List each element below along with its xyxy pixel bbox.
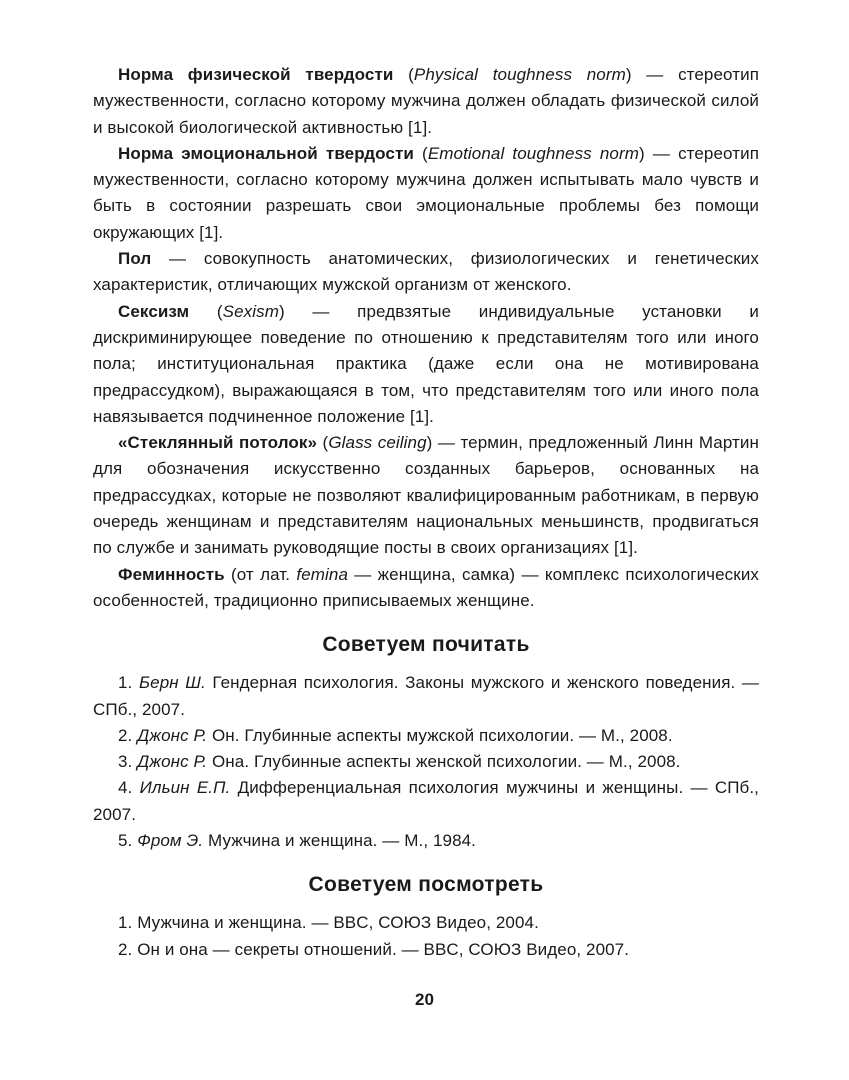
text-segment: Пол <box>118 249 152 269</box>
text-segment: ) — предвзятые индивидуальные установки и дискриминирующее поведение по отношению к представителям того или иного пола; институциональная практика (даже если она не мотивирована предрассудком), выражающаяся в том, что представителям того или иного пола навязывается подчиненное положение [1]. <box>93 301 759 426</box>
definition-physical-toughness-norm <box>93 62 759 141</box>
text-segment: «Стеклянный потолок» <box>118 433 318 453</box>
reading-list-item <box>93 828 759 854</box>
text-segment: ) — термин, предложенный Линн Мартин для обозначения искусственно созданных барьеров, основанных на предрассудках, которые не позволяют квалифицированным работникам, в первую очередь женщинам и представителям национальных меньшинств, продвигаться по службе и занимать руководящие посты в своих организациях [1]. <box>93 433 759 558</box>
text-segment: ( <box>189 301 223 321</box>
text-segment: 2. Он и она — секреты отношений. — BBC, СОЮЗ Видео, 2007. <box>118 939 630 959</box>
text-segment: Феминность <box>118 564 225 584</box>
text-segment: ( <box>413 143 428 163</box>
text-segment: 1. Мужчина и женщина. — BBC, СОЮЗ Видео, 2004. <box>118 913 539 933</box>
text-segment: Physical toughness norm <box>413 65 626 84</box>
definition-femininity <box>93 562 759 615</box>
definition-glass-ceiling <box>93 430 759 561</box>
text-segment: ) — стереотип мужественности, согласно которому мужчина должен обладать физической силой и высокой биологической активностью [1]. <box>93 65 760 137</box>
text-segment: Фром Э. <box>137 831 204 851</box>
text-segment: Норма эмоциональной твердости <box>118 143 414 163</box>
text-segment: Мужчина и женщина. — М., 1984. <box>203 831 477 851</box>
text-segment: 2. <box>118 725 138 745</box>
reading-list-item <box>93 723 759 749</box>
text-segment: ( <box>393 65 414 84</box>
text-segment: Норма физической твердости <box>118 65 394 84</box>
definition-pol <box>93 246 759 299</box>
text-segment: Гендерная психология. Законы мужского и женского поведения. — СПб., 2007. <box>93 673 760 719</box>
page-content <box>93 62 759 963</box>
text-segment: Сексизм <box>118 301 190 321</box>
text-segment: femina <box>296 564 349 584</box>
text-segment: (от лат. <box>224 564 297 584</box>
heading-recommended-watching: Советуем посмотреть <box>308 873 544 897</box>
watching-list-item <box>93 937 759 963</box>
reading-list-item <box>93 670 759 723</box>
text-segment: Он. Глубинные аспекты мужской психологии. — М., 2008. <box>207 725 673 745</box>
text-segment: — женщина, самка) — комплекс психологических особенностей, традиционно приписываемых женщине. <box>93 564 760 610</box>
heading-recommended-reading: Советуем почитать <box>322 633 530 657</box>
text-segment: Берн Ш. <box>138 673 206 693</box>
reading-list-item <box>93 749 759 775</box>
text-segment: Sexism <box>222 301 279 321</box>
page-number: 20 <box>415 990 434 1009</box>
text-segment: Она. Глубинные аспекты женской психологии. — М., 2008. <box>207 752 681 772</box>
definition-sexism <box>93 299 759 430</box>
text-segment: ) — стереотип мужественности, согласно которому мужчина должен испытывать мало чувств и быть в состоянии разрешать свои эмоциональные проблемы без помощи окружающих [1]. <box>93 143 760 242</box>
text-segment: 3. <box>118 752 138 772</box>
text-segment: ( <box>317 433 329 453</box>
text-segment: 1. <box>118 673 139 693</box>
text-segment: 4. <box>118 778 140 798</box>
text-segment: Ильин Е.П. <box>139 778 231 798</box>
text-segment: Дифференциальная психология мужчины и женщины. — СПб., 2007. <box>93 778 760 824</box>
text-segment: Emotional toughness norm <box>427 143 640 163</box>
text-segment: Джонс Р. <box>137 752 208 772</box>
text-segment: Джонс Р. <box>137 725 208 745</box>
text-segment: Glass ceiling <box>328 433 427 453</box>
reading-list-item <box>93 775 759 828</box>
definition-emotional-toughness-norm <box>93 141 759 246</box>
text-segment: 5. <box>118 831 138 851</box>
text-segment: — совокупность анатомических, физиологических и генетических характеристик, отличающих мужской организм от женского. <box>93 249 759 295</box>
watching-list-item <box>93 910 759 936</box>
